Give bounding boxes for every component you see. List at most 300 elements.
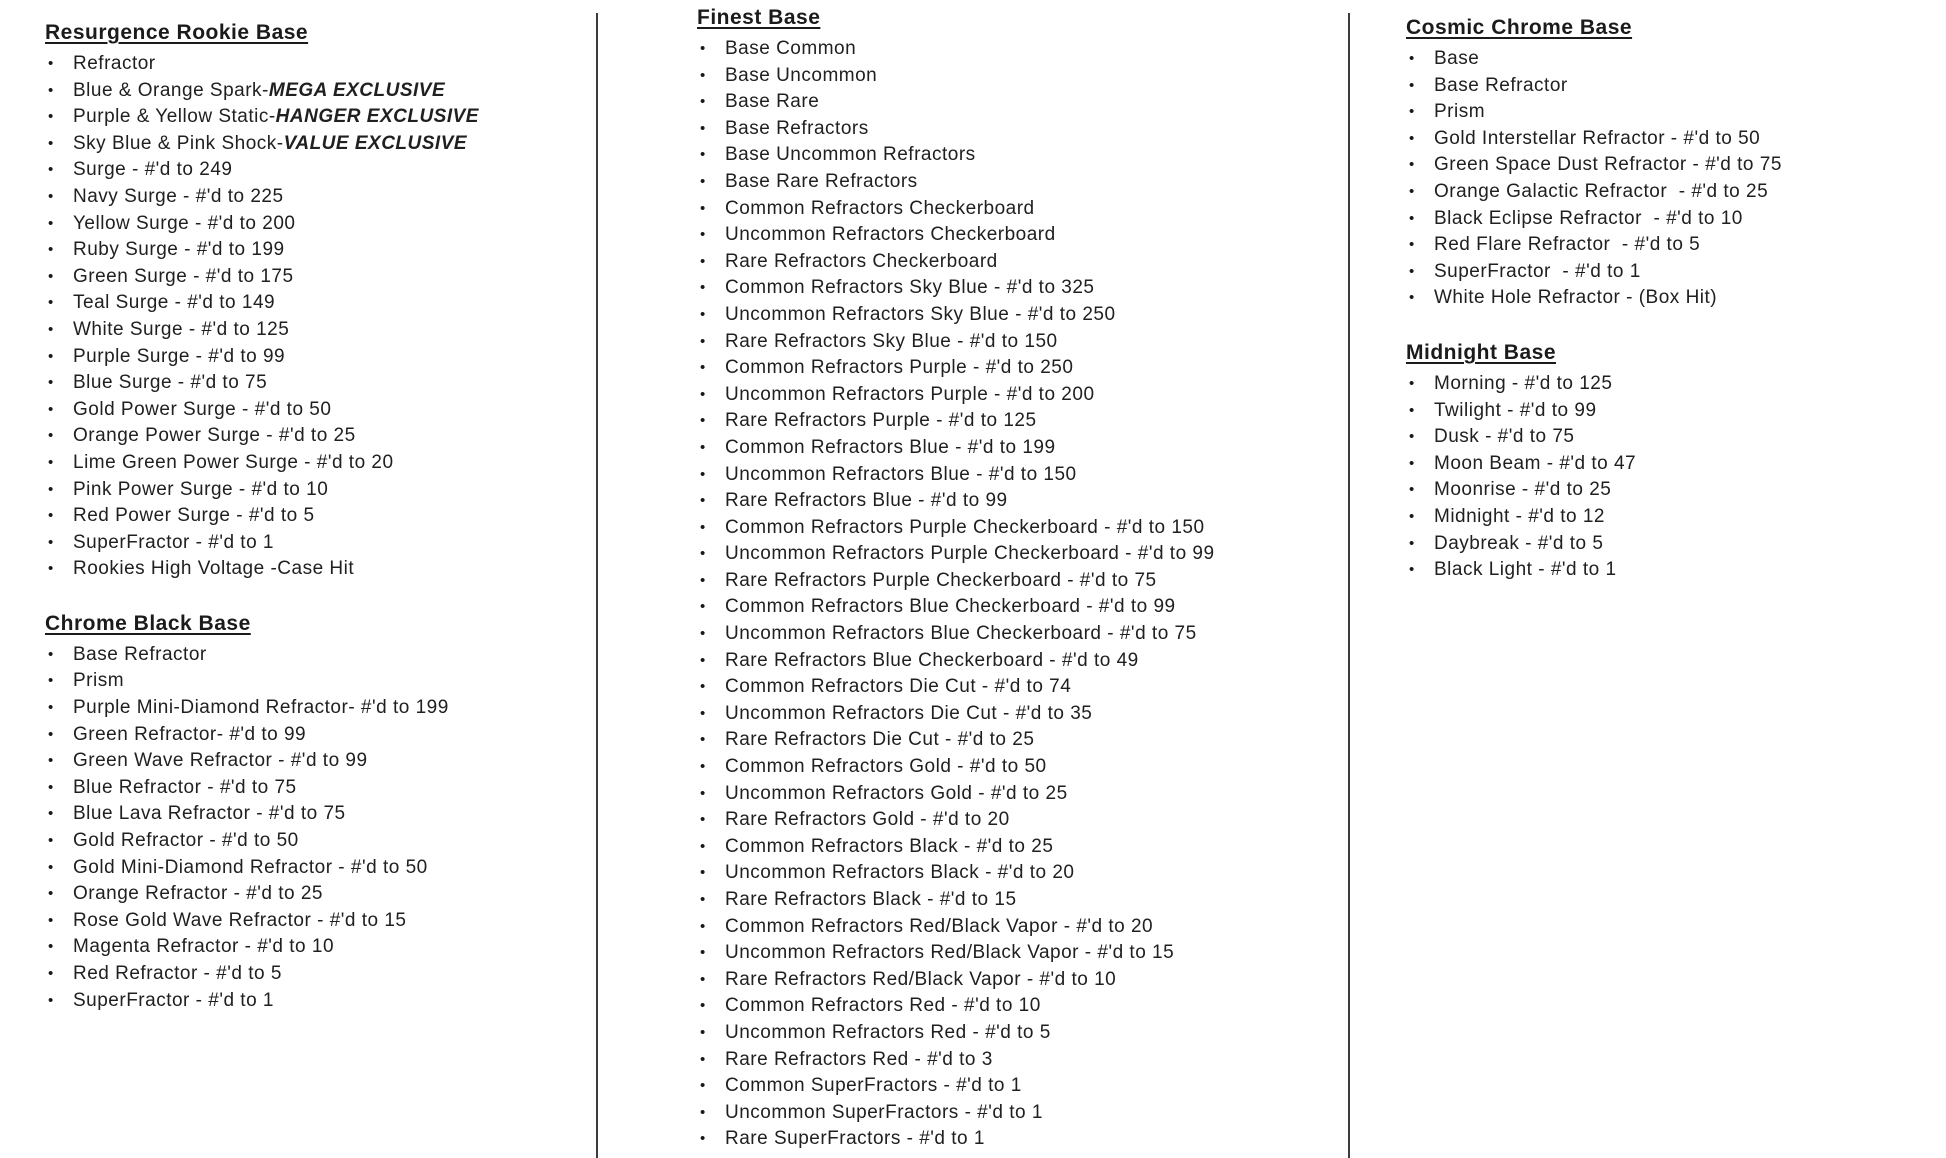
list-item (45, 556, 590, 583)
list-item (45, 423, 590, 450)
bullet-icon: • (48, 965, 54, 982)
item-emphasis: HANGER EXCLUSIVE (275, 106, 479, 128)
list-item (45, 237, 590, 264)
item-text: Base Refractors (725, 117, 869, 139)
list-item (1406, 424, 1936, 451)
bullet-icon: • (48, 294, 54, 312)
list-item (697, 568, 1342, 595)
list-item (697, 1047, 1342, 1074)
bullet-icon: • (700, 465, 706, 483)
bullet-icon: • (700, 385, 706, 403)
bullet-icon: • (700, 40, 706, 57)
item-text: Yellow Surge - #'d to 200 (73, 212, 296, 234)
bullet-icon: • (1409, 236, 1415, 254)
section-title: Chrome Black Base (45, 611, 251, 635)
bullet-icon: • (48, 347, 54, 365)
bullet-icon: • (700, 172, 706, 190)
list-item (45, 157, 590, 184)
list-item (697, 116, 1342, 143)
list-item (697, 89, 1342, 116)
bullet-icon: • (48, 241, 54, 259)
list-item (45, 775, 590, 802)
list-item (45, 988, 590, 1015)
item-text: Base (1434, 48, 1480, 69)
bullet-icon: • (48, 267, 54, 285)
list-item (45, 370, 590, 397)
item-text: Navy Surge - #'d to 225 (73, 185, 284, 207)
bullet-icon: • (1409, 561, 1415, 579)
column-left (45, 18, 590, 1014)
bullet-icon: • (700, 518, 706, 536)
bullet-icon: • (700, 359, 706, 377)
list-item (697, 222, 1342, 249)
bullet-icon: • (48, 134, 54, 152)
bullet-icon: • (700, 199, 706, 217)
item-text: Blue Lava Refractor - #'d to 75 (73, 803, 346, 825)
item-text: Black Eclipse Refractor - #'d to 10 (1434, 207, 1743, 229)
bullet-icon: • (1409, 262, 1415, 280)
list-item (697, 1100, 1342, 1127)
bullet-icon: • (700, 864, 706, 882)
bullet-icon: • (48, 374, 54, 392)
list-item (1406, 46, 1936, 73)
bullet-icon: • (48, 672, 54, 690)
list-item (45, 450, 590, 477)
item-list (45, 642, 590, 1014)
bullet-icon: • (700, 1050, 706, 1068)
bullet-icon: • (48, 507, 54, 525)
item-text: Gold Mini-Diamond Refractor - #'d to 50 (73, 856, 428, 878)
list-item (45, 961, 590, 988)
item-text: Base Rare (725, 91, 820, 113)
item-text: Rare Refractors Red/Black Vapor - #'d to 10 (725, 968, 1117, 990)
bullet-icon: • (700, 412, 706, 430)
item-text: Rose Gold Wave Refractor - #'d to 15 (73, 909, 407, 931)
bullet-icon: • (700, 944, 706, 962)
bullet-icon: • (700, 226, 706, 244)
item-text: Common Refractors Blue - #'d to 199 (725, 436, 1056, 458)
list-item (697, 435, 1342, 462)
bullet-icon: • (48, 805, 54, 823)
list-item (45, 530, 590, 557)
bullet-icon: • (700, 1077, 706, 1095)
item-text: Uncommon Refractors Checkerboard (725, 224, 1056, 246)
bullet-icon: • (48, 55, 54, 72)
list-item (697, 302, 1342, 329)
list-item (697, 488, 1342, 515)
list-item (697, 63, 1342, 90)
section-title: Midnight Base (1406, 340, 1557, 364)
list-item (697, 1073, 1342, 1100)
bullet-icon: • (1409, 534, 1415, 552)
bullet-icon: • (48, 533, 54, 551)
list-item (1406, 285, 1936, 312)
section-title: Resurgence Rookie Base (45, 21, 309, 44)
bullet-icon: • (48, 81, 54, 99)
bullet-icon: • (700, 678, 706, 696)
bullet-icon: • (48, 161, 54, 179)
item-list (1406, 46, 1936, 312)
bullet-icon: • (1409, 374, 1415, 392)
item-text: SuperFractor - #'d to 1 (73, 531, 274, 553)
list-item (697, 621, 1342, 648)
list-item (45, 78, 590, 105)
item-list (45, 51, 590, 583)
list-item (1406, 206, 1936, 233)
list-item (1406, 477, 1936, 504)
list-item (697, 249, 1342, 276)
bullet-icon: • (700, 252, 706, 270)
section-title: Cosmic Chrome Base (1406, 16, 1633, 39)
list-item (1406, 504, 1936, 531)
list-item (1406, 259, 1936, 286)
item-text: Green Surge - #'d to 175 (73, 265, 294, 287)
list-item (697, 727, 1342, 754)
bullet-icon: • (48, 885, 54, 903)
list-item (697, 860, 1342, 887)
bullet-icon: • (1409, 428, 1415, 446)
bullet-icon: • (48, 911, 54, 929)
item-text: Gold Refractor - #'d to 50 (73, 830, 299, 852)
item-text: Rare Refractors Blue - #'d to 99 (725, 490, 1008, 512)
item-text: Dusk - #'d to 75 (1434, 426, 1575, 448)
list-item (697, 275, 1342, 302)
item-text: Common Refractors Red/Black Vapor - #'d to 20 (725, 915, 1154, 937)
list-item (45, 290, 590, 317)
item-text: Common Refractors Blue Checkerboard - #'d to 99 (725, 596, 1176, 618)
item-text: Common Refractors Red - #'d to 10 (725, 995, 1041, 1017)
bullet-icon: • (48, 778, 54, 796)
bullet-icon: • (700, 305, 706, 323)
item-text: Green Refractor- #'d to 99 (73, 723, 307, 745)
item-text: Surge - #'d to 249 (73, 159, 233, 181)
item-text: Uncommon Refractors Black - #'d to 20 (725, 862, 1075, 884)
bullet-icon: • (1409, 454, 1415, 472)
bullet-icon: • (48, 938, 54, 956)
list-item (45, 503, 590, 530)
list-item (697, 993, 1342, 1020)
list-item (45, 722, 590, 749)
bullet-icon: • (1409, 209, 1415, 227)
item-text: Uncommon Refractors Red/Black Vapor - #'d to 15 (725, 942, 1175, 964)
item-text: Prism (1434, 101, 1486, 123)
column-divider-right (1348, 13, 1350, 1158)
list-item (697, 914, 1342, 941)
column-center (697, 3, 1342, 1153)
item-list (1406, 371, 1936, 584)
bullet-icon: • (1409, 156, 1415, 174)
section-cosmic-chrome-base (1406, 13, 1936, 312)
bullet-icon: • (48, 453, 54, 471)
list-item (45, 397, 590, 424)
bullet-icon: • (1409, 481, 1415, 499)
item-text: Base Refractor (73, 643, 207, 665)
item-text: Black Light - #'d to 1 (1434, 559, 1617, 581)
list-item (697, 142, 1342, 169)
bullet-icon: • (700, 93, 706, 111)
bullet-icon: • (700, 1103, 706, 1121)
list-item (697, 940, 1342, 967)
item-text: Uncommon Refractors Sky Blue - #'d to 250 (725, 303, 1116, 325)
bullet-icon: • (700, 970, 706, 988)
list-item (697, 648, 1342, 675)
bullet-icon: • (48, 645, 54, 663)
bullet-icon: • (700, 545, 706, 563)
section-title: Finest Base (697, 6, 821, 29)
list-item (45, 908, 590, 935)
list-item (697, 674, 1342, 701)
bullet-icon: • (700, 758, 706, 776)
list-item (45, 104, 590, 131)
list-item (1406, 99, 1936, 126)
list-item (697, 887, 1342, 914)
bullet-icon: • (700, 997, 706, 1015)
list-item (697, 834, 1342, 861)
bullet-icon: • (700, 438, 706, 456)
bullet-icon: • (48, 480, 54, 498)
list-item (697, 967, 1342, 994)
bullet-icon: • (48, 699, 54, 717)
list-item (1406, 531, 1936, 558)
item-text: Daybreak - #'d to 5 (1434, 532, 1604, 554)
item-text: Common Refractors Gold - #'d to 50 (725, 756, 1047, 778)
item-text: Rare Refractors Purple Checkerboard - #'d to 75 (725, 569, 1157, 591)
list-item (697, 36, 1342, 63)
section-chrome-black-base (45, 609, 590, 1014)
item-text: White Hole Refractor - (Box Hit) (1434, 287, 1718, 309)
list-item (697, 196, 1342, 223)
item-text: SuperFractor - #'d to 1 (1434, 260, 1641, 282)
list-item (697, 781, 1342, 808)
list-item (45, 828, 590, 855)
item-list (697, 36, 1342, 1153)
bullet-icon: • (48, 187, 54, 205)
bullet-icon: • (48, 560, 54, 578)
bullet-icon: • (700, 784, 706, 802)
bullet-icon: • (700, 146, 706, 164)
list-item (697, 754, 1342, 781)
item-text: Base Uncommon (725, 64, 878, 86)
item-text: Twilight - #'d to 99 (1434, 399, 1597, 421)
list-item (45, 131, 590, 158)
item-text: Rare SuperFractors - #'d to 1 (725, 1128, 985, 1150)
bullet-icon: • (700, 651, 706, 669)
list-item (697, 329, 1342, 356)
bullet-icon: • (700, 66, 706, 84)
bullet-icon: • (700, 731, 706, 749)
item-text: Common Refractors Purple Checkerboard - #'d to 150 (725, 516, 1205, 538)
bullet-icon: • (700, 571, 706, 589)
item-text: Purple & Yellow Static- (73, 106, 276, 128)
column-right (1406, 13, 1936, 584)
list-item (1406, 451, 1936, 478)
section-finest-base (697, 3, 1342, 1153)
list-item (45, 695, 590, 722)
item-text: Base Common (725, 38, 857, 59)
bullet-icon: • (700, 119, 706, 137)
list-item (697, 807, 1342, 834)
list-item (697, 408, 1342, 435)
item-text: Pink Power Surge - #'d to 10 (73, 478, 329, 500)
list-item (45, 881, 590, 908)
section-midnight-base (1406, 338, 1936, 584)
bullet-icon: • (48, 752, 54, 770)
item-text: Moon Beam - #'d to 47 (1434, 452, 1637, 474)
item-text: Common Refractors Purple - #'d to 250 (725, 357, 1074, 379)
item-text: Sky Blue & Pink Shock- (73, 132, 284, 154)
bullet-icon: • (700, 837, 706, 855)
item-text: Midnight - #'d to 12 (1434, 505, 1605, 527)
list-item (697, 1126, 1342, 1153)
list-item (697, 169, 1342, 196)
list-item (45, 51, 590, 78)
bullet-icon: • (48, 858, 54, 876)
item-text: Gold Power Surge - #'d to 50 (73, 398, 332, 420)
list-item (697, 541, 1342, 568)
bullet-icon: • (48, 725, 54, 743)
column-divider-left (596, 13, 598, 1158)
bullet-icon: • (48, 320, 54, 338)
list-item (697, 382, 1342, 409)
section-resurgence-rookie-base (45, 18, 590, 583)
item-text: Uncommon Refractors Blue Checkerboard - #'d to 75 (725, 623, 1197, 645)
bullet-icon: • (700, 1023, 706, 1041)
list-item (45, 642, 590, 669)
bullet-icon: • (1409, 507, 1415, 525)
list-item (45, 668, 590, 695)
item-text: Uncommon Refractors Purple Checkerboard - #'d to 99 (725, 543, 1215, 565)
bullet-icon: • (700, 704, 706, 722)
bullet-icon: • (1409, 182, 1415, 200)
bullet-icon: • (1409, 129, 1415, 147)
item-text: Orange Power Surge - #'d to 25 (73, 425, 356, 447)
bullet-icon: • (1409, 289, 1415, 307)
item-text: Base Rare Refractors (725, 170, 918, 192)
item-text: Magenta Refractor - #'d to 10 (73, 936, 335, 958)
item-text: Gold Interstellar Refractor - #'d to 50 (1434, 127, 1761, 149)
bullet-icon: • (700, 891, 706, 908)
item-text: Red Flare Refractor - #'d to 5 (1434, 234, 1701, 256)
list-item (1406, 371, 1936, 398)
list-item (1406, 232, 1936, 259)
list-item (45, 477, 590, 504)
item-text: Uncommon SuperFractors - #'d to 1 (725, 1101, 1043, 1123)
item-text: Blue Surge - #'d to 75 (73, 372, 268, 394)
item-text: Rare Refractors Black - #'d to 15 (725, 889, 1017, 910)
item-text: Green Space Dust Refractor - #'d to 75 (1434, 154, 1782, 176)
list-item (45, 855, 590, 882)
bullet-icon: • (700, 598, 706, 616)
bullet-icon: • (48, 427, 54, 445)
item-text: Lime Green Power Surge - #'d to 20 (73, 451, 394, 473)
item-text: Base Refractor (1434, 74, 1568, 96)
item-text: Red Power Surge - #'d to 5 (73, 505, 315, 527)
bullet-icon: • (700, 332, 706, 350)
item-text: Common Refractors Die Cut - #'d to 74 (725, 676, 1072, 698)
list-item (697, 594, 1342, 621)
bullet-icon: • (48, 832, 54, 850)
item-text: Rare Refractors Purple - #'d to 125 (725, 410, 1037, 432)
list-item (45, 748, 590, 775)
bullet-icon: • (700, 492, 706, 510)
item-text: Base Uncommon Refractors (725, 144, 976, 166)
bullet-icon: • (1409, 401, 1415, 419)
list-item (1406, 73, 1936, 100)
item-text: Orange Refractor - #'d to 25 (73, 883, 323, 905)
item-text: Rare Refractors Sky Blue - #'d to 150 (725, 330, 1058, 352)
bullet-icon: • (1409, 50, 1415, 67)
list-item (45, 264, 590, 291)
list-item (45, 801, 590, 828)
item-text: Rare Refractors Checkerboard (725, 250, 998, 272)
item-text: Moonrise - #'d to 25 (1434, 479, 1612, 501)
bullet-icon: • (1409, 76, 1415, 94)
list-item (697, 355, 1342, 382)
item-emphasis: MEGA EXCLUSIVE (268, 79, 446, 101)
item-text: Uncommon Refractors Blue - #'d to 150 (725, 463, 1077, 485)
item-text: Green Wave Refractor - #'d to 99 (73, 750, 368, 772)
item-text: Rare Refractors Red - #'d to 3 (725, 1048, 993, 1070)
list-item (697, 515, 1342, 542)
item-text: Rookies High Voltage -Case Hit (73, 558, 355, 580)
item-text: Refractor (73, 53, 156, 74)
item-text: Purple Mini-Diamond Refractor- #'d to 199 (73, 697, 449, 719)
item-emphasis: VALUE EXCLUSIVE (283, 132, 468, 154)
bullet-icon: • (48, 400, 54, 418)
item-text: Purple Surge - #'d to 99 (73, 345, 286, 367)
list-item (697, 1020, 1342, 1047)
bullet-icon: • (700, 625, 706, 643)
item-text: Common Refractors Sky Blue - #'d to 325 (725, 277, 1095, 299)
list-item (1406, 557, 1936, 584)
item-text: Uncommon Refractors Die Cut - #'d to 35 (725, 702, 1093, 724)
bullet-icon: • (700, 279, 706, 297)
item-text: Ruby Surge - #'d to 199 (73, 239, 285, 261)
bullet-icon: • (700, 917, 706, 935)
list-item (45, 344, 590, 371)
bullet-icon: • (48, 108, 54, 126)
list-item (1406, 398, 1936, 425)
list-item (45, 317, 590, 344)
item-text: Prism (73, 670, 125, 692)
item-text: Teal Surge - #'d to 149 (73, 292, 276, 314)
item-text: SuperFractor - #'d to 1 (73, 989, 274, 1011)
list-item (45, 184, 590, 211)
bullet-icon: • (700, 1130, 706, 1148)
list-item (1406, 179, 1936, 206)
bullet-icon: • (700, 811, 706, 829)
item-text: Common Refractors Checkerboard (725, 197, 1035, 219)
item-text: Red Refractor - #'d to 5 (73, 963, 282, 984)
list-item (45, 934, 590, 961)
item-text: Uncommon Refractors Gold - #'d to 25 (725, 782, 1068, 804)
item-text: Uncommon Refractors Purple - #'d to 200 (725, 383, 1095, 405)
item-text: Morning - #'d to 125 (1434, 372, 1613, 394)
list-item (45, 211, 590, 238)
item-text: Rare Refractors Die Cut - #'d to 25 (725, 729, 1035, 751)
item-text: Common Refractors Black - #'d to 25 (725, 835, 1054, 857)
item-text: Blue Refractor - #'d to 75 (73, 776, 297, 798)
item-text: Common SuperFractors - #'d to 1 (725, 1075, 1022, 1097)
list-item (1406, 126, 1936, 153)
item-text: Rare Refractors Blue Checkerboard - #'d to 49 (725, 649, 1139, 671)
list-item (697, 701, 1342, 728)
list-item (1406, 152, 1936, 179)
bullet-icon: • (48, 214, 54, 232)
item-text: Orange Galactic Refractor - #'d to 25 (1434, 180, 1769, 202)
list-item (697, 462, 1342, 489)
bullet-icon: • (48, 991, 54, 1009)
